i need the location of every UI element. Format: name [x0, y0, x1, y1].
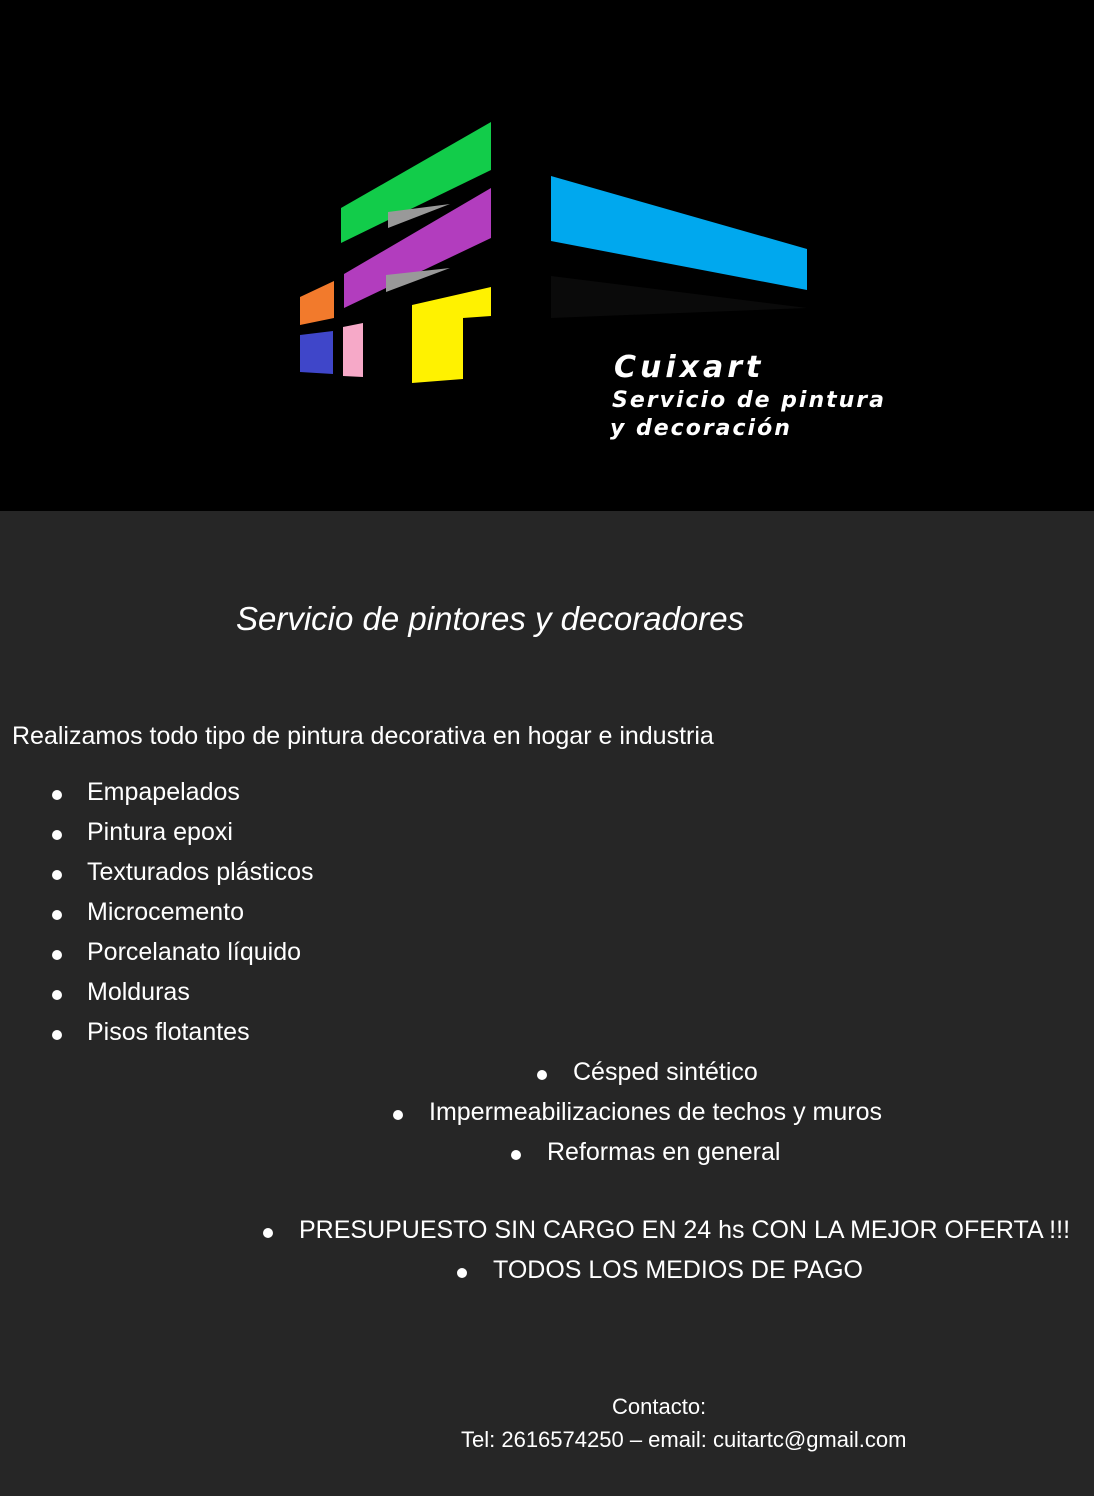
- bullet-icon: [52, 990, 62, 1000]
- list-item-label: Pisos flotantes: [87, 1018, 250, 1046]
- brand-tagline-line2: y decoración: [610, 416, 792, 441]
- logo-cyan-bar: [551, 176, 807, 290]
- brand-name: Cuixart: [614, 350, 765, 385]
- offer-label: PRESUPUESTO SIN CARGO EN 24 hs CON LA MEJOR OFERTA !!!: [299, 1216, 1071, 1244]
- contact-label: Contacto:: [612, 1394, 707, 1419]
- bullet-icon: [537, 1070, 547, 1080]
- bullet-icon: [263, 1228, 273, 1238]
- list-item-label: Texturados plásticos: [87, 858, 314, 886]
- list-item-label: Reformas en general: [547, 1138, 781, 1166]
- bullet-icon: [52, 870, 62, 880]
- list-item-label: Impermeabilizaciones de techos y muros: [429, 1098, 882, 1126]
- bullet-icon: [511, 1150, 521, 1160]
- list-item-label: Césped sintético: [573, 1058, 758, 1086]
- intro-text: Realizamos todo tipo de pintura decorativa en hogar e industria: [12, 722, 714, 750]
- list-item-label: Microcemento: [87, 898, 244, 926]
- list-item-label: Empapelados: [87, 778, 240, 806]
- bullet-icon: [52, 910, 62, 920]
- list-item-label: Molduras: [87, 978, 190, 1006]
- brand-logo: [0, 0, 1094, 511]
- bullet-icon: [52, 830, 62, 840]
- bullet-icon: [457, 1268, 467, 1278]
- logo-orange-block: [300, 281, 334, 325]
- logo-blue-block: [300, 331, 333, 374]
- list-item-label: Porcelanato líquido: [87, 938, 302, 966]
- logo-pink-block: [343, 323, 363, 377]
- offer-label: TODOS LOS MEDIOS DE PAGO: [493, 1256, 863, 1284]
- page-heading: Servicio de pintores y decoradores: [236, 600, 745, 637]
- list-item-label: Pintura epoxi: [87, 818, 233, 846]
- bullet-icon: [393, 1110, 403, 1120]
- logo-yellow-block: [412, 287, 491, 383]
- brand-tagline-line1: Servicio de pintura: [612, 388, 887, 413]
- bullet-icon: [52, 950, 62, 960]
- bullet-icon: [52, 1030, 62, 1040]
- bullet-icon: [52, 790, 62, 800]
- header-banner: [0, 0, 1094, 511]
- contact-details: Tel: 2616574250 – email: cuitartc@gmail.com: [461, 1427, 907, 1452]
